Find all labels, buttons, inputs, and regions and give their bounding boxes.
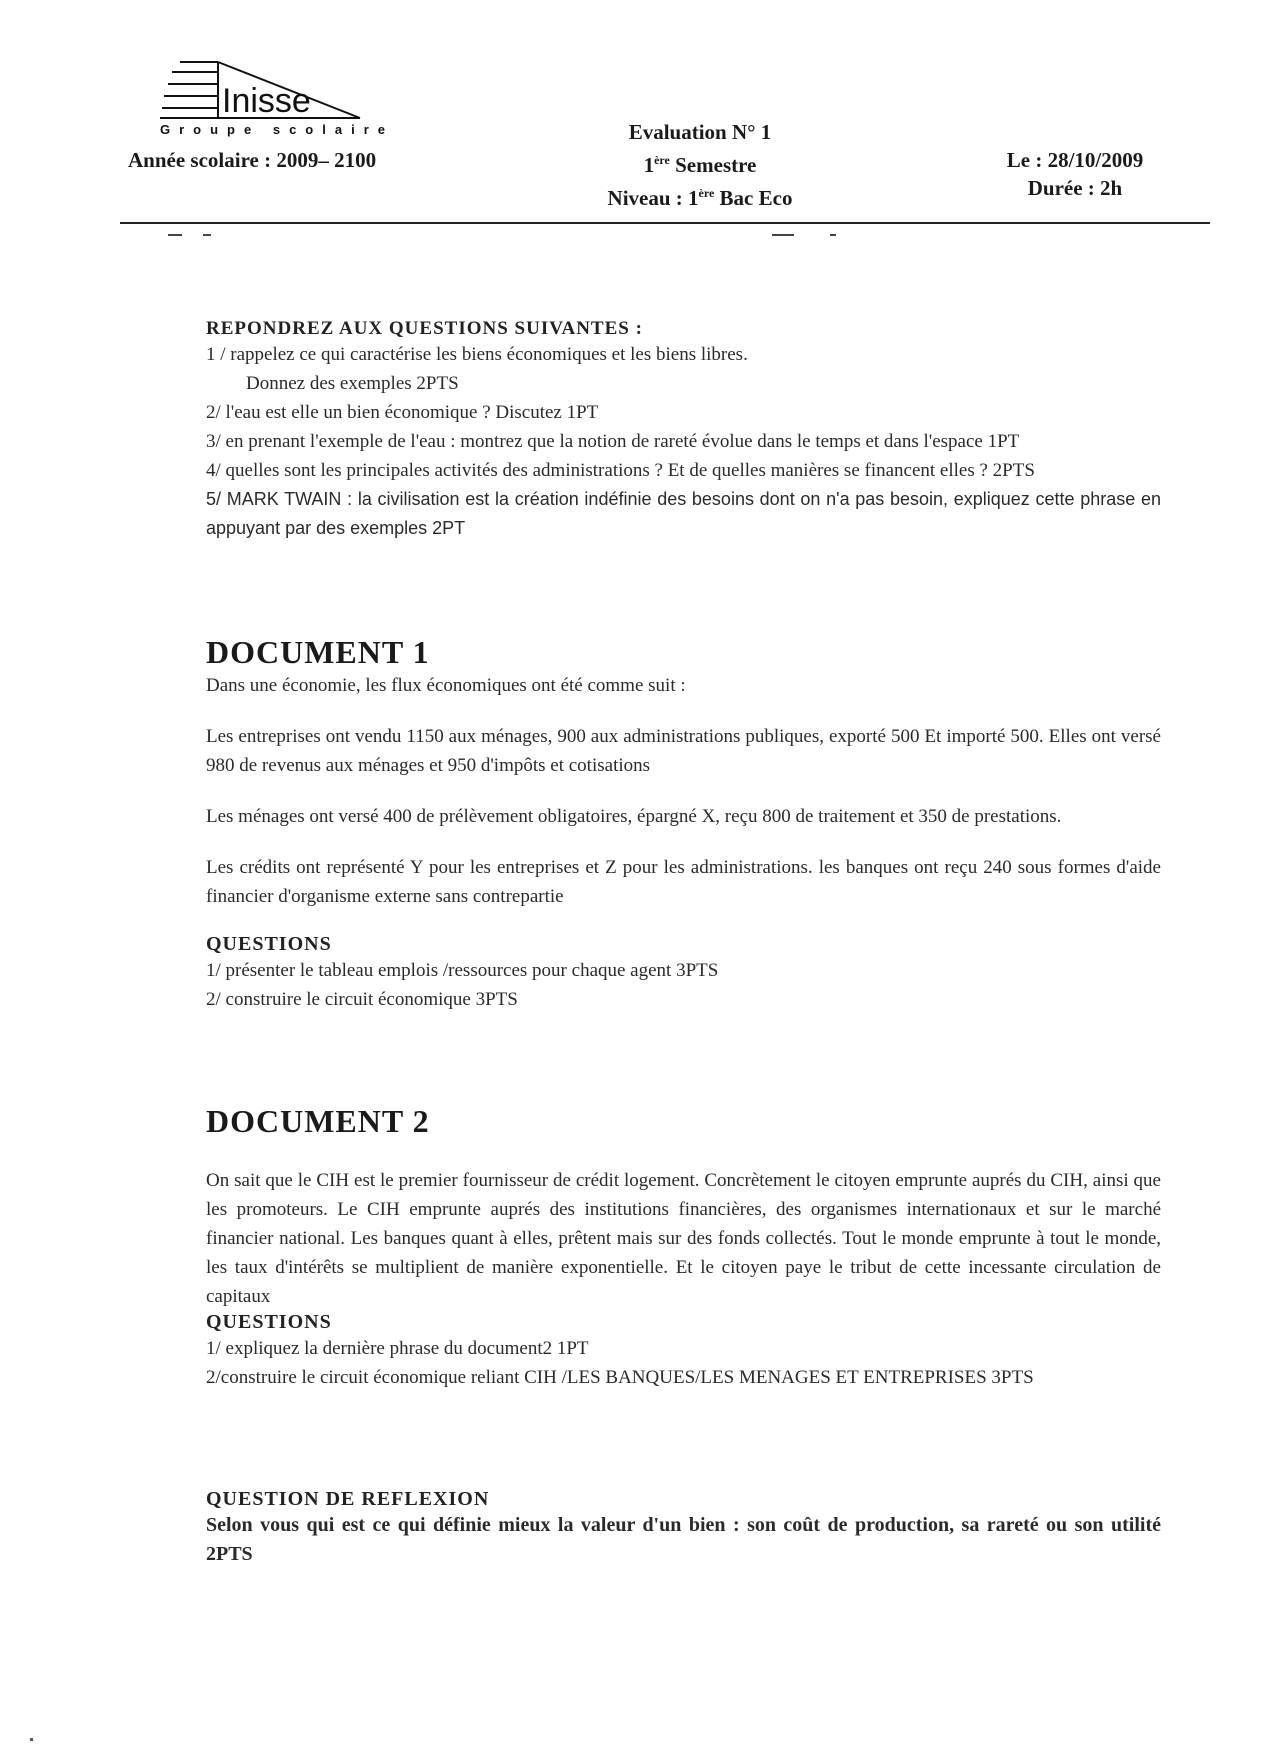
doc1-intro: Dans une économie, les flux économiques ont été comme suit : [206,675,686,696]
exam-date: Le : 28/10/2009 [1006,148,1144,172]
evaluation-header [540,118,860,212]
doc1-p2: Les ménages ont versé 400 de prélèvement obligatoires, épargné X, reçu 800 de traitement et 350 de prestations. [206,806,1062,827]
document-2 [206,1103,1161,1392]
intro-q5: 5/ MARK TWAIN : la civilisation est la création indéfinie des besoins dont on n'a pas besoin, expliquez cette phrase en appuyant par des exemples 2PT [206,489,1161,538]
header-divider [120,222,1210,224]
school-year: Année scolaire : 2009– 2100 [128,148,377,172]
doc2-title: DOCUMENT 2 [206,1103,430,1139]
doc1-p1: Les entreprises ont vendu 1150 aux ménages, 900 aux administrations publiques, exporté 500 Et importé 500. Elles ont versé 980 de revenus aux ménages et 950 d'impôts et cotisations [206,726,1161,776]
doc1-title: DOCUMENT 1 [206,634,430,670]
document-1 [206,634,1161,1014]
doc1-q1: 1/ présenter le tableau emplois /ressources pour chaque agent 3PTS [206,960,719,981]
intro-q4: 4/ quelles sont les principales activités des administrations ? Et de quelles manières se financent elles ? 2PTS [206,460,1035,481]
doc2-questions-heading: QUESTIONS [206,1311,332,1333]
scan-speck [772,234,794,236]
doc1-p3: Les crédits ont représenté Y pour les entreprises et Z pour les administrations. les banques ont reçu 240 sous formes d'aide financier d'organisme externe sans contrepartie [206,857,1161,907]
exam-duration: Durée : 2h [1027,176,1123,200]
semester: 1ère Semestre [643,153,757,177]
doc2-text: On sait que le CIH est le premier fournisseur de crédit logement. Concrètement le citoyen emprunte auprés du CIH, ainsi que les promoteurs. Le CIH emprunte auprés des institutions financières, des organismes internationaux et sur le marché financier national. Les banques quant à elles, prêtent mais sur des fonds collectés. Tout le monde emprunte à tout le monde, les taux d'intérêts se multiplient de manière exponentielle. Et le citoyen paye le tribut de cette incessante circulation de capitaux [206,1170,1161,1307]
level: Niveau : 1ère Bac Eco [607,186,793,210]
logo-name: Inisse [222,82,311,120]
logo-subtitle: Groupe scolaire [160,122,394,137]
scan-speck [30,1738,33,1741]
intro-section [206,318,1161,543]
intro-q2: 2/ l'eau est elle un bien économique ? Discutez 1PT [206,402,599,423]
intro-q3: 3/ en prenant l'exemple de l'eau : montrez que la notion de rareté évolue dans le temps et dans l'espace 1PT [206,431,1020,452]
doc2-q1: 1/ expliquez la dernière phrase du document2 1PT [206,1338,589,1359]
scan-speck [203,234,211,236]
doc1-q2: 2/ construire le circuit économique 3PTS [206,989,518,1010]
scan-speck [168,234,182,236]
intro-q1b: Donnez des exemples 2PTS [246,373,459,394]
reflection-section [206,1488,1161,1569]
reflection-heading: QUESTION DE REFLEXION [206,1488,490,1510]
doc2-q2: 2/construire le circuit économique reliant CIH /LES BANQUES/LES MENAGES ET ENTREPRISES 3PTS [206,1367,1034,1388]
intro-heading: REPONDREZ AUX QUESTIONS SUIVANTES : [206,318,643,339]
reflection-text: Selon vous qui est ce qui définie mieux la valeur d'un bien : son coût de production, sa rareté ou son utilité 2PTS [206,1514,1161,1565]
date-duration [955,146,1195,202]
doc1-questions-heading: QUESTIONS [206,933,332,955]
intro-q1: 1 / rappelez ce qui caractérise les biens économiques et les biens libres. [206,344,748,365]
evaluation-title: Evaluation N° 1 [628,120,772,144]
scan-speck [830,234,836,236]
school-logo [160,56,405,146]
